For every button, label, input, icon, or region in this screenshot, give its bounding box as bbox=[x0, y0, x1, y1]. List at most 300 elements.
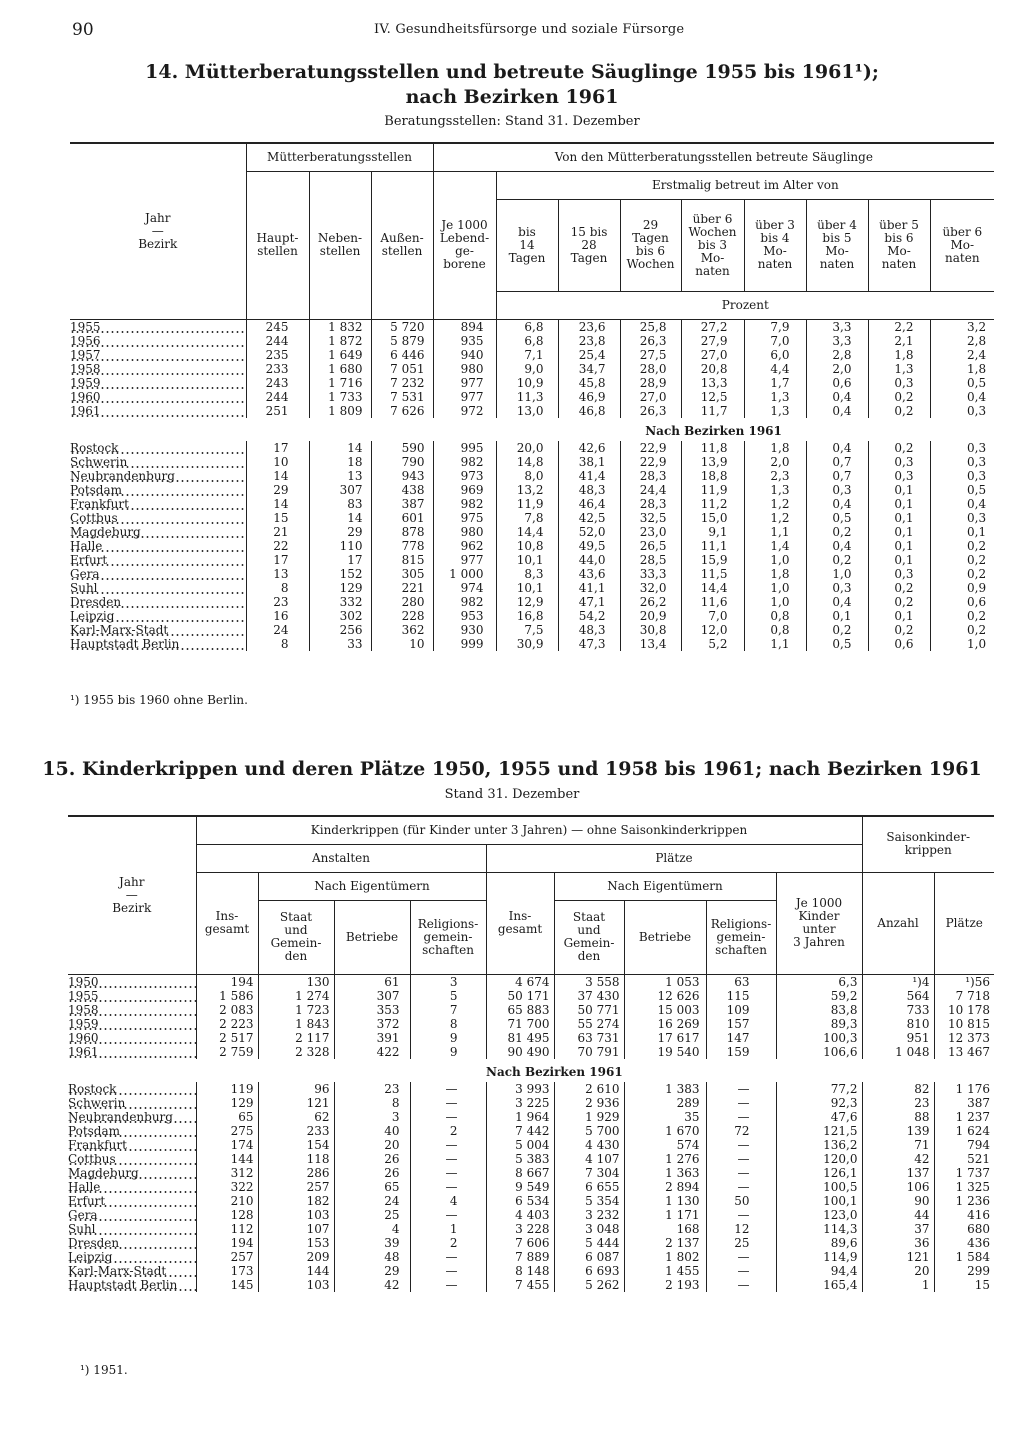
cell-value: 0,1 bbox=[806, 609, 868, 623]
cell-value: 13,4 bbox=[620, 637, 681, 651]
cell-value: 0,5 bbox=[930, 483, 994, 497]
cell-value: 103 bbox=[258, 1278, 334, 1292]
cell-value: 49,5 bbox=[558, 539, 620, 553]
cell-value: 100,3 bbox=[776, 1031, 862, 1045]
col-age-8 bbox=[930, 199, 994, 291]
cell-value: 1 274 bbox=[258, 989, 334, 1003]
cell-value: — bbox=[410, 1166, 486, 1180]
cell-value: 173 bbox=[196, 1264, 258, 1278]
cell-value: 7,0 bbox=[681, 609, 744, 623]
cell-value: 129 bbox=[309, 581, 371, 595]
cell-value: 387 bbox=[934, 1096, 994, 1110]
cell-value: 45,8 bbox=[558, 376, 620, 390]
cell-value: 30,9 bbox=[496, 637, 558, 651]
cell-value: 2,0 bbox=[744, 455, 806, 469]
cell-value: 13,2 bbox=[496, 483, 558, 497]
cell-value: 7 626 bbox=[371, 404, 433, 418]
cell-value: 302 bbox=[309, 609, 371, 623]
cell-value: 41,1 bbox=[558, 581, 620, 595]
cell-value: 0,2 bbox=[868, 623, 930, 637]
cell-value: — bbox=[410, 1250, 486, 1264]
cell-value: 17 bbox=[309, 553, 371, 567]
cell-value: 27,0 bbox=[620, 390, 681, 404]
cell-value: 4 430 bbox=[554, 1138, 624, 1152]
cell-value: 0,2 bbox=[868, 581, 930, 595]
cell-value: 0,6 bbox=[930, 595, 994, 609]
cell-value: 13 467 bbox=[934, 1045, 994, 1059]
row-label: Halle bbox=[68, 1180, 196, 1194]
cell-value: 47,1 bbox=[558, 595, 620, 609]
row-label: Potsdam bbox=[68, 1124, 196, 1138]
cell-value: 5 700 bbox=[554, 1124, 624, 1138]
cell-value: 362 bbox=[371, 623, 433, 637]
table-row bbox=[70, 376, 994, 390]
col-saison-plaetze bbox=[934, 872, 994, 974]
cell-value: 63 bbox=[706, 974, 776, 989]
cell-value: 5 bbox=[410, 989, 486, 1003]
cell-value: 17 bbox=[246, 553, 309, 567]
col-age-3 bbox=[620, 199, 681, 291]
cell-value: 8 bbox=[246, 637, 309, 651]
cell-value: 3 048 bbox=[554, 1222, 624, 1236]
cell-value: 1 670 bbox=[624, 1124, 706, 1138]
cell-value: 5,2 bbox=[681, 637, 744, 651]
cell-value: 42,5 bbox=[558, 511, 620, 525]
row-label: 1961 bbox=[70, 404, 246, 418]
cell-value: 168 bbox=[624, 1222, 706, 1236]
cell-value: 0,3 bbox=[930, 469, 994, 483]
cell-value: 305 bbox=[371, 567, 433, 581]
row-label: Erfurt bbox=[68, 1194, 196, 1208]
cell-value: 174 bbox=[196, 1138, 258, 1152]
cell-value: 1 455 bbox=[624, 1264, 706, 1278]
cell-value: 1,0 bbox=[744, 595, 806, 609]
cell-value: 1 363 bbox=[624, 1166, 706, 1180]
cell-value: 1 048 bbox=[862, 1045, 934, 1059]
cell-value: 20 bbox=[862, 1264, 934, 1278]
cell-value: 0,4 bbox=[930, 390, 994, 404]
table-row bbox=[68, 1124, 994, 1138]
cell-value: 0,3 bbox=[806, 581, 868, 595]
cell-value: 244 bbox=[246, 334, 309, 348]
row-label: Gera bbox=[70, 567, 246, 581]
cell-value: 1 000 bbox=[433, 567, 496, 581]
page-number: 90 bbox=[72, 20, 94, 40]
table-row bbox=[70, 390, 994, 404]
cell-value: 26,2 bbox=[620, 595, 681, 609]
cell-value: 0,2 bbox=[868, 404, 930, 418]
cell-value: ¹)56 bbox=[934, 974, 994, 989]
cell-value: 1,3 bbox=[744, 404, 806, 418]
cell-value: 6,8 bbox=[496, 319, 558, 334]
cell-value: 9,1 bbox=[681, 525, 744, 539]
cell-value: 973 bbox=[433, 469, 496, 483]
cell-value: 1 bbox=[410, 1222, 486, 1236]
group-plaetze: Plätze bbox=[486, 844, 862, 872]
group-header-kinderkrippen: Kinderkrippen (für Kinder unter 3 Jahren) — ohne Saisonkinderkrippen bbox=[196, 816, 862, 844]
cell-value: 951 bbox=[862, 1031, 934, 1045]
cell-value: 0,6 bbox=[868, 637, 930, 651]
cell-value: 1 809 bbox=[309, 404, 371, 418]
table-row bbox=[70, 637, 994, 651]
cell-value: 0,1 bbox=[868, 497, 930, 511]
cell-value: 0,5 bbox=[806, 511, 868, 525]
cell-value: 810 bbox=[862, 1017, 934, 1031]
cell-value: 299 bbox=[934, 1264, 994, 1278]
cell-value: ¹)4 bbox=[862, 974, 934, 989]
cell-value: 1,8 bbox=[744, 441, 806, 455]
cell-value: 1,4 bbox=[744, 539, 806, 553]
cell-value: 2 137 bbox=[624, 1236, 706, 1250]
row-label: 1961 bbox=[68, 1045, 196, 1059]
cell-value: 63 731 bbox=[554, 1031, 624, 1045]
cell-value: 0,1 bbox=[868, 609, 930, 623]
cell-value: 0,3 bbox=[868, 376, 930, 390]
row-label: Schwerin bbox=[70, 455, 246, 469]
col-age-7 bbox=[868, 199, 930, 291]
cell-value: 943 bbox=[371, 469, 433, 483]
table-row bbox=[70, 539, 994, 553]
stub-header-text: Jahr — Bezirk bbox=[138, 210, 178, 251]
table-row bbox=[68, 1166, 994, 1180]
cell-value: 940 bbox=[433, 348, 496, 362]
col-age-8-label: über 6 Mo- naten bbox=[942, 224, 983, 265]
cell-value: 233 bbox=[258, 1124, 334, 1138]
cell-value: 8 bbox=[334, 1096, 410, 1110]
cell-value: 2 759 bbox=[196, 1045, 258, 1059]
col-anstalten-insgesamt-label: Ins- gesamt bbox=[204, 909, 250, 936]
table15-section bbox=[68, 1059, 994, 1082]
cell-value: — bbox=[706, 1152, 776, 1166]
cell-value: 10,1 bbox=[496, 581, 558, 595]
cell-value: 0,2 bbox=[868, 595, 930, 609]
cell-value: 233 bbox=[246, 362, 309, 376]
cell-value: 109 bbox=[706, 1003, 776, 1017]
table-row bbox=[70, 404, 994, 418]
row-label: 1955 bbox=[70, 319, 246, 334]
cell-value: 436 bbox=[934, 1236, 994, 1250]
cell-value: 574 bbox=[624, 1138, 706, 1152]
cell-value: 0,6 bbox=[806, 376, 868, 390]
cell-value: 0,1 bbox=[930, 525, 994, 539]
cell-value: 2 bbox=[410, 1124, 486, 1138]
cell-value: 416 bbox=[934, 1208, 994, 1222]
cell-value: — bbox=[706, 1166, 776, 1180]
cell-value: 44,0 bbox=[558, 553, 620, 567]
cell-value: 11,9 bbox=[496, 497, 558, 511]
cell-value: — bbox=[410, 1110, 486, 1124]
cell-value: 601 bbox=[371, 511, 433, 525]
owners-anstalten: Nach Eigentümern bbox=[258, 872, 486, 900]
cell-value: 28,3 bbox=[620, 497, 681, 511]
cell-value: 41,4 bbox=[558, 469, 620, 483]
col-plaetze-betriebe bbox=[624, 900, 706, 974]
cell-value: 0,2 bbox=[930, 567, 994, 581]
table14-title bbox=[0, 60, 1024, 110]
col-age-6-label: über 4 bis 5 Mo- naten bbox=[817, 218, 857, 271]
cell-value: 17 617 bbox=[624, 1031, 706, 1045]
cell-value: 1 929 bbox=[554, 1110, 624, 1124]
cell-value: 0,1 bbox=[868, 553, 930, 567]
cell-value: 20,0 bbox=[496, 441, 558, 455]
row-label: Suhl bbox=[70, 581, 246, 595]
col-je-1000 bbox=[433, 171, 496, 319]
cell-value: 0,2 bbox=[868, 390, 930, 404]
cell-value: 194 bbox=[196, 1236, 258, 1250]
cell-value: 2 bbox=[410, 1236, 486, 1250]
table-row bbox=[68, 1138, 994, 1152]
cell-value: 2,2 bbox=[868, 319, 930, 334]
table-row bbox=[70, 348, 994, 362]
col-anstalten-insgesamt bbox=[196, 872, 258, 974]
cell-value: 0,4 bbox=[930, 497, 994, 511]
table-row bbox=[70, 334, 994, 348]
cell-value: 61 bbox=[334, 974, 410, 989]
cell-value: 121 bbox=[258, 1096, 334, 1110]
cell-value: 7 606 bbox=[486, 1236, 554, 1250]
cell-value: 114,3 bbox=[776, 1222, 862, 1236]
cell-value: 9 bbox=[410, 1045, 486, 1059]
cell-value: 4 bbox=[410, 1194, 486, 1208]
cell-value: 13,9 bbox=[681, 455, 744, 469]
cell-value: 50 771 bbox=[554, 1003, 624, 1017]
row-label: Halle bbox=[70, 539, 246, 553]
cell-value: 3 bbox=[334, 1110, 410, 1124]
cell-value: 24 bbox=[246, 623, 309, 637]
cell-value: — bbox=[410, 1096, 486, 1110]
cell-value: 1 832 bbox=[309, 319, 371, 334]
cell-value: 977 bbox=[433, 376, 496, 390]
cell-value: 2 894 bbox=[624, 1180, 706, 1194]
cell-value: 0,4 bbox=[806, 539, 868, 553]
cell-value: 112 bbox=[196, 1222, 258, 1236]
table-row bbox=[68, 1017, 994, 1031]
cell-value: — bbox=[706, 1264, 776, 1278]
cell-value: 13,3 bbox=[681, 376, 744, 390]
cell-value: 11,7 bbox=[681, 404, 744, 418]
cell-value: 92,3 bbox=[776, 1096, 862, 1110]
col-nebenstellen bbox=[309, 171, 371, 319]
cell-value: 10 178 bbox=[934, 1003, 994, 1017]
cell-value: 289 bbox=[624, 1096, 706, 1110]
cell-value: 22 bbox=[246, 539, 309, 553]
cell-value: 6 655 bbox=[554, 1180, 624, 1194]
cell-value: 9 bbox=[410, 1031, 486, 1045]
cell-value: 147 bbox=[706, 1031, 776, 1045]
col-age-3-label: 29 Tagen bis 6 Wochen bbox=[626, 218, 675, 271]
cell-value: 1 872 bbox=[309, 334, 371, 348]
cell-value: 962 bbox=[433, 539, 496, 553]
cell-value: — bbox=[706, 1096, 776, 1110]
cell-value: 14,8 bbox=[496, 455, 558, 469]
col-age-6 bbox=[806, 199, 868, 291]
cell-value: 980 bbox=[433, 362, 496, 376]
cell-value: 2 610 bbox=[554, 1082, 624, 1096]
col-age-2 bbox=[558, 199, 620, 291]
cell-value: 70 791 bbox=[554, 1045, 624, 1059]
table-row bbox=[68, 1045, 994, 1059]
cell-value: 28,9 bbox=[620, 376, 681, 390]
cell-value: 1 964 bbox=[486, 1110, 554, 1124]
cell-value: 3 225 bbox=[486, 1096, 554, 1110]
cell-value: 16 269 bbox=[624, 1017, 706, 1031]
cell-value: 372 bbox=[334, 1017, 410, 1031]
cell-value: 0,5 bbox=[806, 637, 868, 651]
table-row bbox=[70, 362, 994, 376]
cell-value: 24 bbox=[334, 1194, 410, 1208]
cell-value: 7 bbox=[410, 1003, 486, 1017]
table14-footnote: ¹) 1955 bis 1960 ohne Berlin. bbox=[70, 693, 248, 707]
col-plaetze-religion-label: Religions- gemein- schaften bbox=[710, 916, 772, 957]
cell-value: 71 700 bbox=[486, 1017, 554, 1031]
table15 bbox=[68, 815, 994, 1292]
cell-value: 521 bbox=[934, 1152, 994, 1166]
cell-value: 5 444 bbox=[554, 1236, 624, 1250]
col-anstalten-staat-label: Staat und Gemein- den bbox=[270, 910, 322, 963]
cell-value: 12 373 bbox=[934, 1031, 994, 1045]
cell-value: 32,0 bbox=[620, 581, 681, 595]
cell-value: 0,1 bbox=[868, 483, 930, 497]
cell-value: 1 680 bbox=[309, 362, 371, 376]
table-row bbox=[68, 1180, 994, 1194]
cell-value: 878 bbox=[371, 525, 433, 539]
cell-value: — bbox=[706, 1278, 776, 1292]
cell-value: 6 534 bbox=[486, 1194, 554, 1208]
cell-value: 0,3 bbox=[868, 567, 930, 581]
row-label: Karl-Marx-Stadt bbox=[70, 623, 246, 637]
cell-value: — bbox=[410, 1208, 486, 1222]
cell-value: 11,8 bbox=[681, 441, 744, 455]
cell-value: — bbox=[410, 1138, 486, 1152]
row-label: Neubrandenburg bbox=[70, 469, 246, 483]
cell-value: 1 176 bbox=[934, 1082, 994, 1096]
cell-value: 235 bbox=[246, 348, 309, 362]
cell-value: 972 bbox=[433, 404, 496, 418]
cell-value: 43,6 bbox=[558, 567, 620, 581]
row-label: Leipzig bbox=[68, 1250, 196, 1264]
cell-value: 5 720 bbox=[371, 319, 433, 334]
cell-value: — bbox=[410, 1264, 486, 1278]
cell-value: 126,1 bbox=[776, 1166, 862, 1180]
col-nebenstellen-label: Neben- stellen bbox=[317, 231, 363, 258]
subgroup-erstmalig: Erstmalig betreut im Alter von bbox=[496, 171, 994, 199]
cell-value: — bbox=[706, 1250, 776, 1264]
col-anstalten-religion-label: Religions- gemein- schaften bbox=[417, 916, 479, 957]
cell-value: 71 bbox=[862, 1138, 934, 1152]
cell-value: 23 bbox=[246, 595, 309, 609]
cell-value: 15 003 bbox=[624, 1003, 706, 1017]
cell-value: 312 bbox=[196, 1166, 258, 1180]
cell-value: — bbox=[410, 1278, 486, 1292]
row-label: Rostock bbox=[68, 1082, 196, 1096]
cell-value: 2 223 bbox=[196, 1017, 258, 1031]
cell-value: 115 bbox=[706, 989, 776, 1003]
cell-value: 1,0 bbox=[744, 553, 806, 567]
cell-value: 5 262 bbox=[554, 1278, 624, 1292]
cell-value: 1,8 bbox=[868, 348, 930, 362]
table15-subtitle: Stand 31. Dezember bbox=[444, 787, 580, 802]
table-row bbox=[70, 553, 994, 567]
row-label: Cottbus bbox=[70, 511, 246, 525]
cell-value: 12,0 bbox=[681, 623, 744, 637]
table-row bbox=[68, 1096, 994, 1110]
cell-value: 153 bbox=[258, 1236, 334, 1250]
cell-value: 11,9 bbox=[681, 483, 744, 497]
cell-value: 27,5 bbox=[620, 348, 681, 362]
cell-value: 1,1 bbox=[744, 525, 806, 539]
cell-value: 999 bbox=[433, 637, 496, 651]
cell-value: 3 bbox=[410, 974, 486, 989]
row-label: Hauptstadt Berlin bbox=[70, 637, 246, 651]
cell-value: 3,3 bbox=[806, 334, 868, 348]
table-row bbox=[68, 1236, 994, 1250]
cell-value: 7 531 bbox=[371, 390, 433, 404]
cell-value: 2,8 bbox=[806, 348, 868, 362]
cell-value: 5 004 bbox=[486, 1138, 554, 1152]
cell-value: 24,4 bbox=[620, 483, 681, 497]
cell-value: 953 bbox=[433, 609, 496, 623]
table-row bbox=[68, 1278, 994, 1292]
cell-value: 7 442 bbox=[486, 1124, 554, 1138]
section-spacer bbox=[70, 418, 433, 441]
table15-years-body bbox=[68, 974, 994, 1059]
col-anstalten-betriebe bbox=[334, 900, 410, 974]
cell-value: 54,2 bbox=[558, 609, 620, 623]
cell-value: 1 737 bbox=[934, 1166, 994, 1180]
col-age-4 bbox=[681, 199, 744, 291]
table-row bbox=[70, 483, 994, 497]
cell-value: 16 bbox=[246, 609, 309, 623]
cell-value: 119 bbox=[196, 1082, 258, 1096]
cell-value: 47,6 bbox=[776, 1110, 862, 1124]
cell-value: 0,2 bbox=[930, 553, 994, 567]
cell-value: 0,3 bbox=[806, 483, 868, 497]
cell-value: 137 bbox=[862, 1166, 934, 1180]
cell-value: 1,8 bbox=[930, 362, 994, 376]
cell-value: 130 bbox=[258, 974, 334, 989]
cell-value: 144 bbox=[196, 1152, 258, 1166]
cell-value: 10 bbox=[246, 455, 309, 469]
cell-value: 26 bbox=[334, 1166, 410, 1180]
row-label: 1957 bbox=[70, 348, 246, 362]
table-row bbox=[68, 1250, 994, 1264]
cell-value: 0,9 bbox=[930, 581, 994, 595]
cell-value: 94,4 bbox=[776, 1264, 862, 1278]
cell-value: 0,4 bbox=[806, 390, 868, 404]
table14-districts-body bbox=[70, 441, 994, 651]
cell-value: 982 bbox=[433, 595, 496, 609]
cell-value: 82 bbox=[862, 1082, 934, 1096]
cell-value: 7 304 bbox=[554, 1166, 624, 1180]
cell-value: 157 bbox=[706, 1017, 776, 1031]
row-label: 1960 bbox=[68, 1031, 196, 1045]
cell-value: 982 bbox=[433, 497, 496, 511]
cell-value: 0,7 bbox=[806, 469, 868, 483]
cell-value: 0,4 bbox=[806, 497, 868, 511]
cell-value: 83 bbox=[309, 497, 371, 511]
cell-value: 7,0 bbox=[744, 334, 806, 348]
cell-value: 15,9 bbox=[681, 553, 744, 567]
unit-prozent: Prozent bbox=[496, 291, 994, 319]
cell-value: 114,9 bbox=[776, 1250, 862, 1264]
table15-title: 15. Kinderkrippen und deren Plätze 1950, 1955 und 1958 bis 1961; nach Bezirken 1961 bbox=[42, 758, 982, 780]
cell-value: 8 148 bbox=[486, 1264, 554, 1278]
row-label: 1959 bbox=[68, 1017, 196, 1031]
cell-value: 83,8 bbox=[776, 1003, 862, 1017]
cell-value: 32,5 bbox=[620, 511, 681, 525]
row-label: Gera bbox=[68, 1208, 196, 1222]
col-plaetze-betriebe-label: Betriebe bbox=[638, 929, 692, 944]
